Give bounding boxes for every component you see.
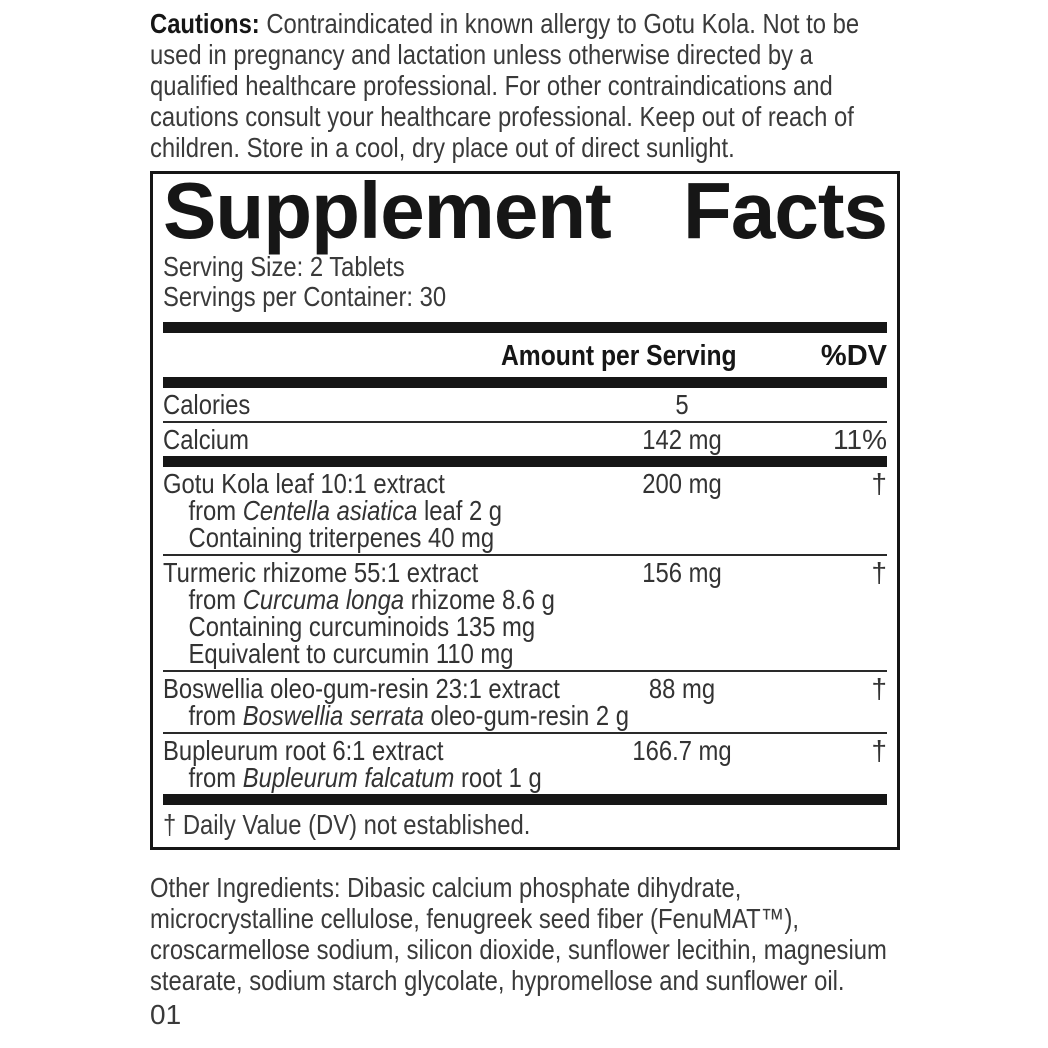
text-segment: Containing curcuminoids 135 mg [188, 611, 536, 642]
fact-row [163, 467, 887, 554]
panel-title-word-right: Facts [683, 166, 887, 255]
text-segment: from [188, 584, 243, 615]
serving-size: Serving Size: 2 Tablets [163, 251, 405, 282]
botanical-name: Curcuma longa [242, 584, 405, 615]
dv-value: † [871, 468, 887, 499]
dv-value: † [871, 673, 887, 704]
ingredient-name [163, 559, 528, 586]
fact-row [163, 556, 887, 670]
ingredient-subline [163, 700, 629, 731]
amount-value: 142 mg [642, 424, 722, 455]
cautions-paragraph [150, 8, 891, 163]
dv-column-header: %DV [820, 340, 887, 372]
ingredient-subline [163, 640, 528, 667]
other-ingredients-paragraph: Other Ingredients: Dibasic calcium phosphate dihydrate, microcrystalline cellulose, fenugreek seed fiber (FenuMAT™), croscarmellose sodium, silicon dioxide, sunflower lecithin, magnesium stearate, sodium starch glycolate, hypromellose and sunflower oil. [150, 872, 887, 996]
ingredient-name [163, 737, 528, 764]
text-segment: root 1 g [454, 762, 542, 793]
dv-value: 11% [833, 424, 887, 455]
cautions-label: Cautions: [150, 8, 260, 39]
fact-row [163, 672, 887, 732]
panel-title [163, 166, 887, 255]
ingredient-subline [163, 762, 542, 793]
text-segment: from [188, 700, 243, 731]
text-segment: Bupleurum root 6:1 extract [163, 735, 444, 766]
text-segment: Calcium [163, 424, 249, 455]
amount-value: 200 mg [642, 468, 722, 499]
ingredient-name [163, 391, 528, 418]
text-segment: leaf 2 g [417, 495, 503, 526]
text-segment: Boswellia oleo-gum-resin 23:1 extract [163, 673, 560, 704]
ingredient-cell [163, 737, 592, 791]
ingredient-cell [163, 470, 592, 551]
text-segment: from [188, 495, 243, 526]
amount-value: 166.7 mg [632, 735, 732, 766]
fact-row [163, 388, 887, 421]
botanical-name: Bupleurum falcatum [242, 762, 455, 793]
panel-title-word-left: Supplement [163, 166, 611, 255]
ingredient-subline [163, 497, 528, 524]
text-segment: rhizome 8.6 g [404, 584, 555, 615]
botanical-name: Centella asiatica [242, 495, 418, 526]
text-segment: oleo-gum-resin 2 g [423, 700, 629, 731]
botanical-name: Boswellia serrata [242, 700, 424, 731]
fact-row [163, 423, 887, 456]
ingredient-subline [163, 584, 555, 615]
servings-per-container: Servings per Container: 30 [163, 281, 447, 312]
fact-row [163, 734, 887, 794]
amount-value: 88 mg [648, 673, 716, 704]
dv-value: † [871, 557, 887, 588]
dv-value: † [871, 735, 887, 766]
text-segment: from [188, 762, 243, 793]
ingredient-cell [163, 391, 592, 418]
divider-heavy [163, 794, 887, 805]
supplement-facts-panel [150, 166, 900, 850]
text-segment: Equivalent to curcumin 110 mg [188, 638, 514, 669]
column-header-row [163, 333, 887, 373]
ingredient-cell [163, 559, 592, 667]
divider-heavy [163, 322, 887, 333]
text-segment: Containing triterpenes 40 mg [188, 522, 495, 553]
amount-value: 156 mg [642, 557, 722, 588]
cautions-text: Contraindicated in known allergy to Gotu Kola. Not to be used in pregnancy and lactation unless otherwise directed by a qualified healthcare professional. For other contraindications and cautions consult your healthcare professional. Keep out of reach of children. Store in a cool, dry place out of direct sunlight. [150, 8, 860, 163]
ingredient-cell [163, 673, 629, 731]
text-segment: Turmeric rhizome 55:1 extract [163, 557, 479, 588]
divider-heavy [163, 377, 887, 388]
page-number: 01 [150, 999, 182, 1030]
divider-heavy [163, 456, 887, 467]
text-segment: Calories [163, 389, 251, 420]
ingredient-cell [163, 426, 592, 453]
footnote: † Daily Value (DV) not established. [163, 809, 531, 840]
ingredient-name [163, 470, 528, 497]
ingredient-name [163, 673, 560, 704]
ingredient-name [163, 426, 528, 453]
ingredient-subline [163, 611, 536, 642]
facts-rows [163, 388, 887, 805]
ingredient-subline [163, 524, 528, 551]
amount-column-header: Amount per Serving [501, 340, 737, 372]
amount-value: 5 [675, 389, 689, 420]
text-segment: Gotu Kola leaf 10:1 extract [163, 468, 445, 499]
